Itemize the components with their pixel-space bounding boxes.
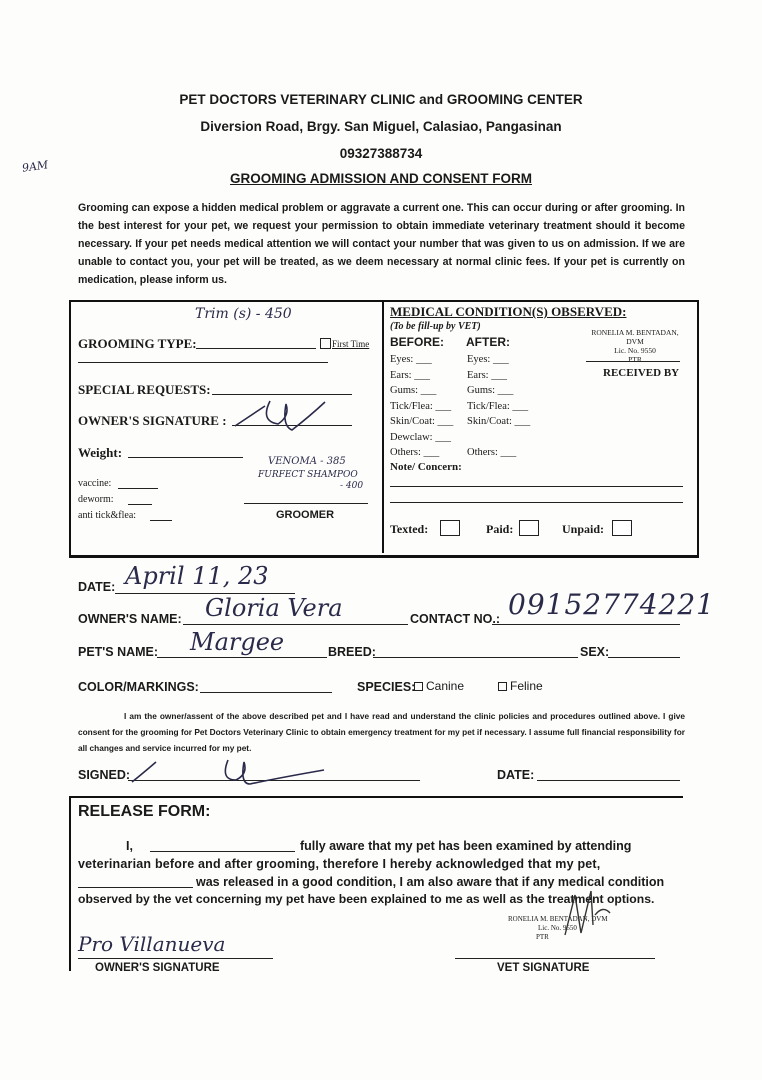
intro-paragraph: Grooming can expose a hidden medical problem or aggravate a current one. This can occur during or after grooming. In the best interest for your pet, we request your permission to obtain immediate veterinary treatment should it become necessary. If your pet needs medical attention we will contact your number that was given to us on admission. If we are unable to contact you, your pet will be treated, as we deem necessary at normal clinic fees. If your pet is currently on medication, please inform us. [78, 202, 685, 286]
date-value: April 11, 23 [125, 562, 269, 590]
unpaid-checkbox[interactable] [612, 520, 632, 536]
clinic-phone: 09327388734 [339, 146, 423, 161]
vet-stamp-top [590, 328, 680, 364]
release-stamp-name: RONELIA M. BENTADAN, DVM [508, 915, 608, 923]
vet-stamp-lic: Lic. No. 9550 [614, 346, 656, 355]
pet-name-value: Margee [190, 628, 285, 656]
note-concern-label: Note/ Concern: [390, 461, 462, 473]
after-others: Others: ___ [467, 447, 517, 458]
vet-stamp-ptr: PTR [628, 355, 642, 364]
release-line4: observed by the vet concerning my pet have been explained to me as well as the treatment options. [78, 892, 655, 906]
before-tick-flea: Tick/Flea: ___ [390, 400, 452, 412]
species-label: SPECIES: [357, 680, 416, 694]
feline-label: Feline [510, 679, 543, 693]
before-items-list [390, 352, 453, 461]
first-time-label: First Time [332, 339, 370, 349]
pet-name-line[interactable] [157, 657, 327, 658]
sex-line[interactable] [608, 657, 680, 658]
vet-signature-scribble [555, 885, 615, 945]
handwritten-products-2: FURFECT SHAMPOO [258, 470, 358, 480]
color-markings-label: COLOR/MARKINGS: [78, 680, 199, 694]
owner-signature-handwritten: Pro Villanueva [78, 932, 226, 956]
after-gums: Gums: ___ [467, 385, 514, 396]
release-vet-signature-label: VET SIGNATURE [497, 962, 590, 974]
pet-name-label: PET'S NAME: [78, 645, 159, 659]
release-name-line[interactable] [150, 851, 295, 852]
owner-name-value: Gloria Vera [205, 594, 343, 622]
release-vet-sig-line[interactable] [455, 958, 655, 959]
vaccine-label: vaccine: [78, 478, 112, 489]
vet-fill-subtitle: (To be fill-up by VET) [390, 321, 481, 332]
deworm-label: deworm: [78, 494, 114, 505]
anti-tick-label: anti tick&flea: [78, 510, 137, 521]
weight-line[interactable] [128, 457, 243, 458]
after-ears: Ears: ___ [467, 369, 507, 381]
after-label: AFTER: [466, 335, 510, 349]
margin-note: 9AM [21, 158, 49, 175]
first-time-checkbox[interactable] [320, 338, 331, 349]
before-gums: Gums: ___ [390, 385, 437, 396]
handwritten-products-3: - 400 [340, 481, 364, 491]
owner-signature-label: OWNER'S SIGNATURE : [78, 413, 227, 428]
date2-line[interactable] [537, 780, 680, 781]
before-dewclaw: Dewclaw: ___ [390, 431, 451, 443]
breed-label: BREED: [328, 645, 376, 659]
medical-conditions-title: MEDICAL CONDITION(S) OBSERVED: [390, 304, 627, 319]
owner-name-label: OWNER'S NAME: [78, 612, 182, 626]
texted-checkbox[interactable] [440, 520, 460, 536]
note-line-2[interactable] [390, 502, 683, 503]
special-requests-line[interactable] [212, 394, 352, 395]
vaccine-line[interactable] [118, 488, 158, 489]
release-owner-sig-line[interactable] [78, 958, 273, 959]
contact-line[interactable] [492, 624, 680, 625]
contact-label: CONTACT NO.: [410, 612, 501, 626]
after-skin-coat: Skin/Coat: ___ [467, 416, 531, 427]
release-line1-prefix: I, [126, 839, 133, 853]
vet-stamp-name: RONELIA M. BENTADAN, DVM [591, 328, 679, 346]
after-spacer [467, 430, 530, 446]
release-pet-line[interactable] [78, 887, 193, 888]
paid-label: Paid: [486, 522, 514, 536]
before-skin-coat: Skin/Coat: ___ [390, 416, 454, 427]
before-others: Others: ___ [390, 447, 440, 458]
sex-label: SEX: [580, 645, 610, 659]
weight-label: Weight: [78, 445, 123, 460]
consent-text: I am the owner/assent of the above described pet and I have read and understand the clinic policies and procedures outlined above. I give consent for the grooming for Pet Doctors Veterinary Clinic to obtain emergency treatment for my pet if necessary. I assume full financial responsibility for all changes and service incurred for my pet. [78, 711, 685, 753]
grooming-type-label: GROOMING TYPE: [78, 336, 197, 351]
release-left-border [69, 796, 71, 971]
clinic-name: PET DOCTORS VETERINARY CLINIC and GROOMING CENTER [179, 92, 583, 107]
groomer-line[interactable] [244, 503, 368, 504]
release-top-border [69, 796, 683, 798]
color-markings-line[interactable] [200, 692, 332, 693]
release-line3-suffix: was released in a good condition, I am also aware that if any medical condition [196, 875, 665, 889]
received-by-label: RECEIVED BY [603, 367, 680, 379]
release-stamp-lic: Lic. No. 9550 [538, 924, 577, 932]
release-owner-signature-label: OWNER'S SIGNATURE [95, 962, 220, 974]
after-eyes: Eyes: ___ [467, 354, 509, 365]
signed-scribble [128, 752, 328, 792]
anti-tick-line[interactable] [150, 520, 172, 521]
form-title: GROOMING ADMISSION AND CONSENT FORM [230, 171, 532, 186]
canine-label: Canine [426, 679, 465, 693]
special-requests-label: SPECIAL REQUESTS: [78, 382, 211, 397]
deworm-line[interactable] [128, 504, 152, 505]
signed-label: SIGNED: [78, 768, 131, 782]
panel-divider [382, 300, 384, 553]
handwritten-trim: Trim (s) - 450 [195, 306, 292, 322]
release-form-title: RELEASE FORM: [78, 803, 211, 820]
owner-signature-scribble [230, 396, 330, 436]
grooming-type-line-2 [78, 362, 328, 363]
received-by-line[interactable] [586, 361, 680, 362]
breed-line[interactable] [373, 657, 578, 658]
groomer-label: GROOMER [276, 509, 335, 521]
owner-name-line[interactable] [183, 624, 408, 625]
handwritten-products-1: VENOMA - 385 [268, 456, 346, 467]
note-line-1[interactable] [390, 486, 683, 487]
unpaid-label: Unpaid: [562, 522, 605, 536]
after-tick-flea: Tick/Flea: ___ [467, 400, 529, 412]
before-eyes: Eyes: ___ [390, 354, 432, 365]
before-ears: Ears: ___ [390, 369, 430, 381]
before-label: BEFORE: [390, 335, 444, 349]
canine-checkbox[interactable] [414, 682, 423, 691]
date2-label: DATE: [497, 768, 535, 782]
release-line2: veterinarian before and after grooming, therefore I hereby acknowledged that my pet, [78, 857, 601, 871]
feline-checkbox[interactable] [498, 682, 507, 691]
clinic-address: Diversion Road, Brgy. San Miguel, Calasiao, Pangasinan [200, 119, 562, 134]
contact-value: 09152774221 [508, 588, 715, 621]
texted-label: Texted: [390, 522, 429, 536]
paid-checkbox[interactable] [519, 520, 539, 536]
grooming-type-line[interactable] [196, 348, 316, 349]
date-label: DATE: [78, 580, 116, 594]
release-line1-suffix: fully aware that my pet has been examined by attending [300, 839, 632, 853]
after-items-list [467, 352, 530, 461]
release-stamp-ptr: PTR [536, 933, 549, 941]
